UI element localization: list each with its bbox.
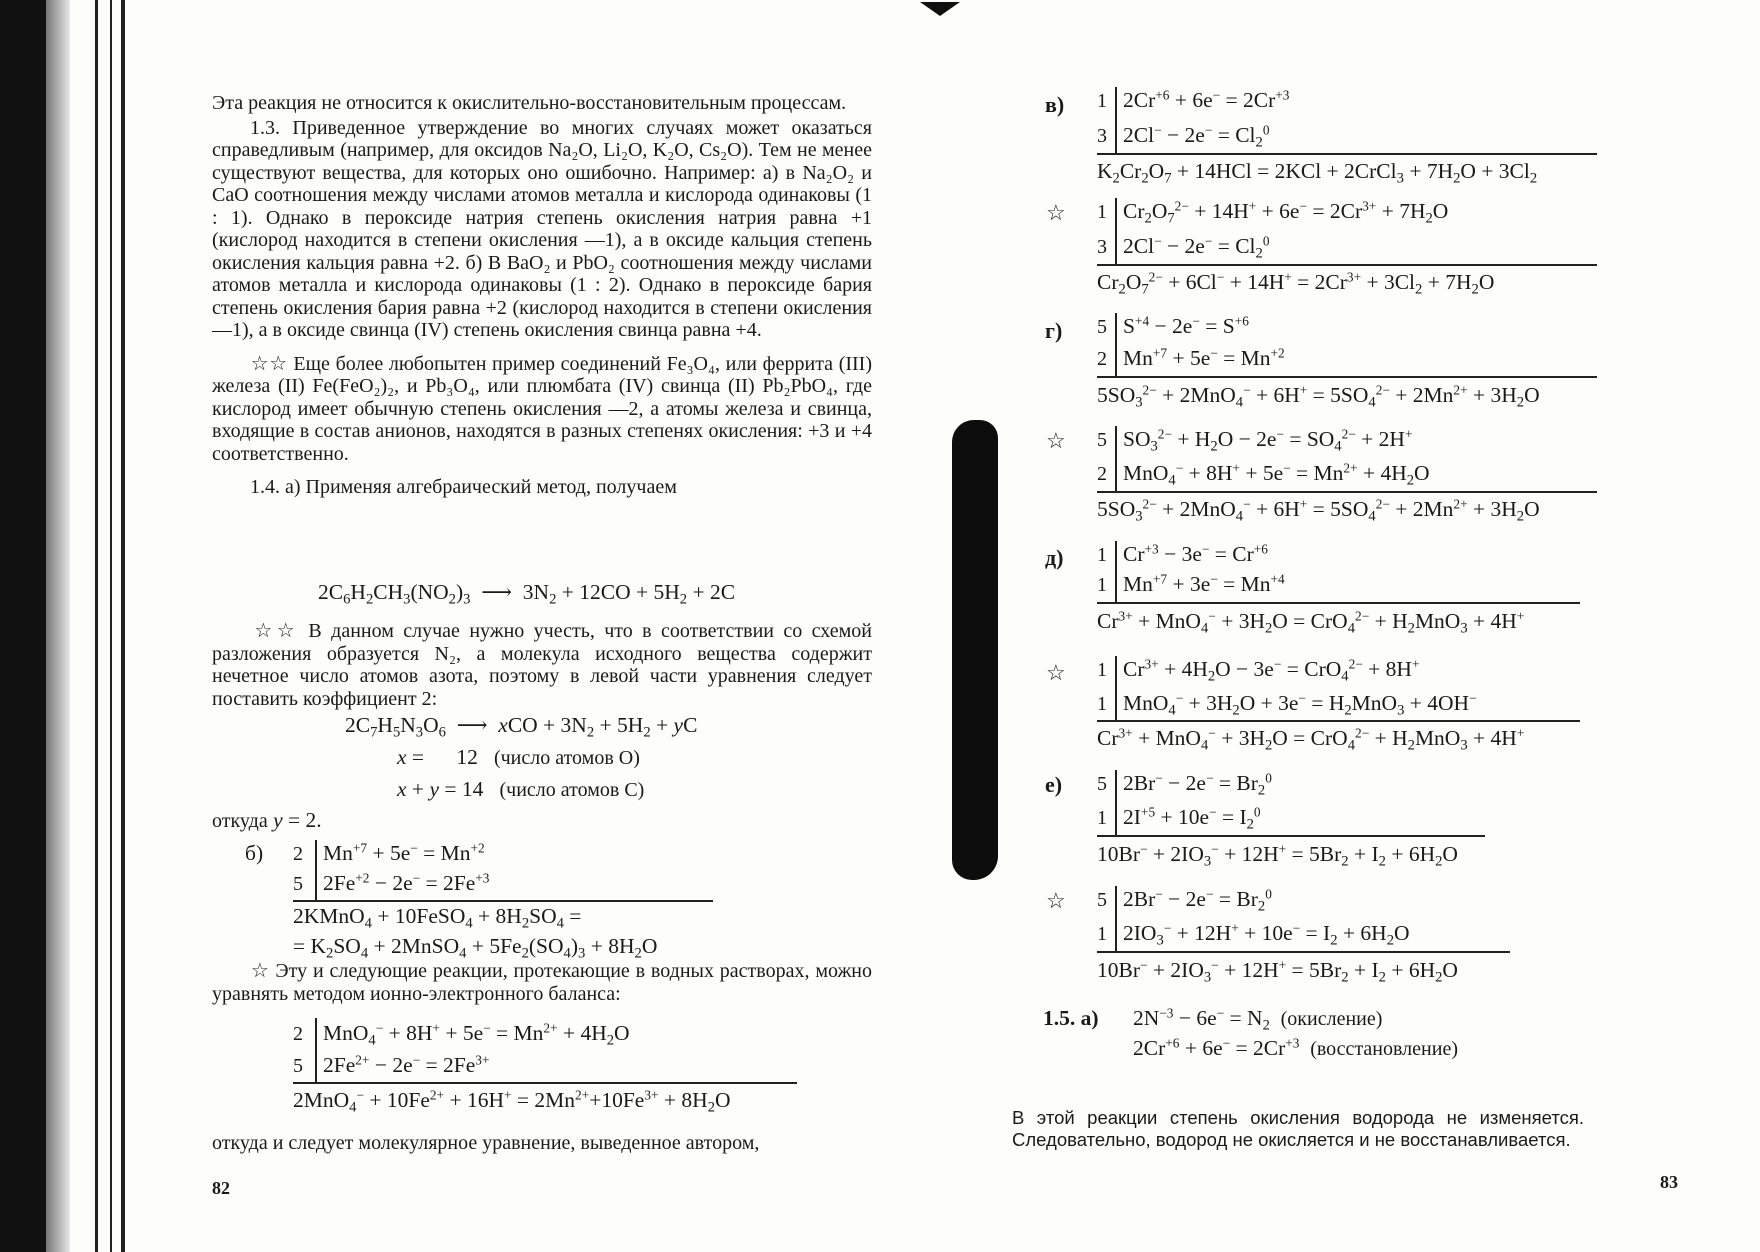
star-icon: ☆ [1046, 660, 1066, 685]
book-spine-shadow [0, 0, 46, 1252]
paragraph-fe3o4-pb3o4: ☆☆ Еще более любопытен пример соединений Fe₃O₄, или феррита (III) железа (II) Fe(FeO₂)₂, и Pb₃O₄, или плюмбата (IV) свинца (II) Pb₂PbO₄, где кислород имеет обычную степень окисления —2, а атомы железа и свинца, входящие в состав анионов, находятся в разных степенях окисления: +3 и +4 соответственно. [212, 352, 872, 465]
star-icon: ☆ [1046, 888, 1066, 913]
paragraph-ion-balance: ☆ Эту и следующие реакции, протекающие в водных растворах, можно уравнять методом ионно-электронного баланса: [212, 960, 872, 1005]
label-g: г) [1045, 318, 1063, 343]
left-closing: откуда и следует молекулярное уравнение, выведенное автором, [212, 1132, 760, 1154]
equation-1-4a: $2C_6H_2CH_3(NO_2)_3$ ⟶ $3N_2 + 12CO + 5H_2 + 2C$ [318, 580, 736, 608]
left-page-text [212, 92, 872, 499]
page-number-left: 82 [212, 1178, 230, 1198]
paragraph-1-4: 1.4. а) Применяя алгебраический метод, получаем [250, 476, 677, 498]
label-v: в) [1045, 92, 1065, 117]
spine-line [110, 0, 112, 1252]
spine-line [95, 0, 98, 1252]
book-spine-gradient [46, 0, 70, 1252]
equation-x: x = 12 (число атомов О) [397, 745, 640, 769]
equation-1-5-reduction: $2Cr^{+6} + 6e^- = 2Cr^{+3}$ (восстановление) [1133, 1035, 1458, 1060]
label-d: д) [1045, 545, 1064, 570]
star-icon: ☆ [1046, 200, 1066, 225]
label-b: б) [245, 841, 264, 865]
label-1-5: 1.5. а) [1043, 1006, 1099, 1030]
equation-xy: x + y = 14 (число атомов С) [397, 777, 645, 801]
scan-marker-arrow [920, 2, 960, 16]
paragraph-decomposition: ☆☆ В данном случае нужно учесть, что в соответствии со схемой разложения образуется N₂, а молекула исходного вещества содержит нечетное число атомов азота, поэтому в левой части уравнения следует поставить коэффициент 2: [212, 620, 872, 710]
page-number-right: 83 [1660, 1172, 1678, 1192]
gutter-ink-blot [952, 420, 998, 880]
decomp-text [212, 620, 872, 710]
equation-decomposition: $2C_7H_5N_3O_6$ ⟶ xCO + $3N_2 + 5H_2$ + yC [345, 713, 698, 741]
paragraph-1-3: 1.3. Приведенное утверждение во многих случаях может оказаться справедливым (например, для оксидов Na₂O, Li₂O, K₂O, Cs₂O). Тем не менее существуют вещества, для которых оно ошибочно. Например: а) в Na₂O₂ и CaO соотношения между числами атомов металла и кислорода одинаковы (1 : 1). Однако в пероксиде натрия степень окисления натрия равна +1 (кислород находится в степени окисления —1), а в оксиде кальция степень окисления кальция равна +2. б) В BaO₂ и PbO₂ соотношения между числами атомов металла и кислорода одинаковы (1 : 2). Однако в пероксиде бария степень окисления бария равна +2 (кислород находится в степени окисления —1), а в оксиде свинца (IV) степень окисления свинца равна +4. [212, 116, 872, 341]
spine-line [121, 0, 125, 1252]
ion-text [212, 960, 872, 1005]
label-e: е) [1045, 772, 1063, 797]
star-icon: ☆ [1046, 428, 1066, 453]
right-closing: В этой реакции степень окисления водорода не изменяется. Следовательно, водород не окисляется и не восстанавливается. [1012, 1107, 1584, 1150]
intro-paragraph: Эта реакция не относится к окислительно-восстановительным процессам. [212, 92, 847, 114]
equation-1-5-oxidation: $2N^{-3} - 6e^- = N_2$ (окисление) [1133, 1005, 1383, 1034]
equation-y: откуда y = 2. [212, 808, 322, 832]
